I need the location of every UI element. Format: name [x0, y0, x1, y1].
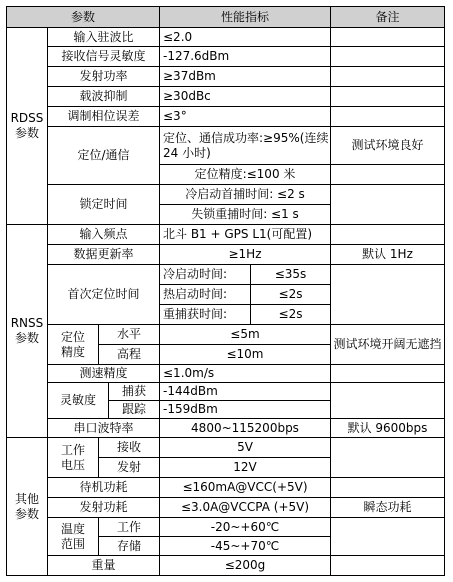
rnss-velocity-note	[331, 365, 445, 383]
header-spec: 性能指标	[160, 6, 331, 28]
other-rx-label: 接收	[99, 438, 160, 458]
rnss-group-label: RNSS 参数	[6, 225, 48, 438]
rdss-txpower-note	[331, 67, 445, 87]
other-standby-name: 待机功耗	[48, 478, 160, 498]
rnss-ttff-name: 首次定位时间	[48, 265, 160, 325]
rdss-phase-value: ≤3°	[160, 107, 331, 127]
rnss-update-name: 数据更新率	[48, 245, 160, 265]
other-rx-value: 5V	[160, 438, 331, 458]
rnss-horizontal-value: ≤5m	[160, 325, 331, 345]
rnss-baud-value: 4800~115200bps	[160, 419, 331, 438]
rnss-ttff-note	[331, 265, 445, 325]
rnss-reacq-value: ≤2s	[251, 305, 331, 325]
rdss-vswr-value: ≤2.0	[160, 28, 331, 47]
rnss-cold-value: ≤35s	[251, 265, 331, 285]
rnss-acq-value: -144dBm	[160, 383, 331, 401]
rdss-lock-name: 锁定时间	[48, 185, 160, 225]
other-txpower-name: 发射功耗	[48, 498, 160, 518]
rnss-hot-value: ≤2s	[251, 285, 331, 305]
rnss-baud-name: 串口波特率	[48, 419, 160, 438]
rdss-accuracy: 定位精度:≤100 米	[160, 165, 331, 185]
rnss-velocity-name: 测速精度	[48, 365, 160, 383]
other-weight-value: ≤200g	[160, 556, 331, 576]
rdss-phase-name: 调制相位误差	[48, 107, 160, 127]
other-st-label: 存储	[99, 537, 160, 556]
other-op-value: -20~+60℃	[160, 518, 331, 537]
other-voltage-note	[331, 438, 445, 478]
rnss-cold-label: 冷启动时间:	[160, 265, 251, 285]
rnss-baud-note: 默认 9600bps	[331, 419, 445, 438]
rdss-phase-note	[331, 107, 445, 127]
rnss-sensitivity-name: 灵敏度	[48, 383, 109, 419]
rnss-freq-value: 北斗 B1 + GPS L1(可配置)	[160, 225, 331, 245]
rnss-hot-label: 热启动时间:	[160, 285, 251, 305]
rdss-accuracy-note	[331, 165, 445, 185]
rdss-txpower-value: ≥37dBm	[160, 67, 331, 87]
rnss-horizontal-label: 水平	[99, 325, 160, 345]
header-note: 备注	[331, 6, 445, 28]
rnss-update-value: ≥1Hz	[160, 245, 331, 265]
other-temp-note	[331, 518, 445, 556]
rdss-success-rate: 定位、通信成功率:≥95%(连续 24 小时)	[160, 127, 331, 165]
rnss-track-label: 跟踪	[109, 401, 160, 419]
rnss-acq-label: 捕获	[109, 383, 160, 401]
rdss-lock-note	[331, 185, 445, 225]
rdss-group-label: RDSS 参数	[6, 28, 48, 225]
rnss-track-value: -159dBm	[160, 401, 331, 419]
other-voltage-name: 工作 电压	[48, 438, 99, 478]
other-tx-label: 发射	[99, 458, 160, 478]
other-standby-value: ≤160mA@VCC(+5V)	[160, 478, 331, 498]
rdss-txpower-name: 发射功率	[48, 67, 160, 87]
rdss-sensitivity-name: 接收信号灵敏度	[48, 47, 160, 67]
other-op-label: 工作	[99, 518, 160, 537]
rdss-positioning-note: 测试环境良好	[331, 127, 445, 165]
rnss-velocity-value: ≤1.0m/s	[160, 365, 331, 383]
rdss-carrier-name: 载波抑制	[48, 87, 160, 107]
rdss-sensitivity-note	[331, 47, 445, 67]
header-param: 参数	[6, 6, 160, 28]
rnss-update-note: 默认 1Hz	[331, 245, 445, 265]
other-weight-note	[331, 556, 445, 576]
rdss-positioning-name: 定位/通信	[48, 127, 160, 185]
rdss-sensitivity-value: -127.6dBm	[160, 47, 331, 67]
other-tx-value: 12V	[160, 458, 331, 478]
rnss-sensitivity-note	[331, 383, 445, 419]
rdss-vswr-name: 输入驻波比	[48, 28, 160, 47]
rnss-accuracy-name: 定位 精度	[48, 325, 99, 365]
rdss-lock-loss: 失锁重捕时间: ≤1 s	[160, 205, 331, 225]
rdss-carrier-note	[331, 87, 445, 107]
rnss-accuracy-note: 测试环境开阔无遮挡	[331, 325, 445, 365]
rnss-freq-note	[331, 225, 445, 245]
rnss-vertical-value: ≤10m	[160, 345, 331, 365]
rdss-lock-cold: 冷启动首捕时间: ≤2 s	[160, 185, 331, 205]
rdss-vswr-note	[331, 28, 445, 47]
rnss-reacq-label: 重捕获时间:	[160, 305, 251, 325]
rnss-freq-name: 输入频点	[48, 225, 160, 245]
rnss-vertical-label: 高程	[99, 345, 160, 365]
other-weight-name: 重量	[48, 556, 160, 576]
other-txpower-note: 瞬态功耗	[331, 498, 445, 518]
other-temp-name: 温度 范围	[48, 518, 99, 556]
other-group-label: 其他 参数	[6, 438, 48, 576]
other-st-value: -45~+70℃	[160, 537, 331, 556]
rdss-carrier-value: ≥30dBc	[160, 87, 331, 107]
other-txpower-value: ≤3.0A@VCCPA (+5V)	[160, 498, 331, 518]
other-standby-note	[331, 478, 445, 498]
